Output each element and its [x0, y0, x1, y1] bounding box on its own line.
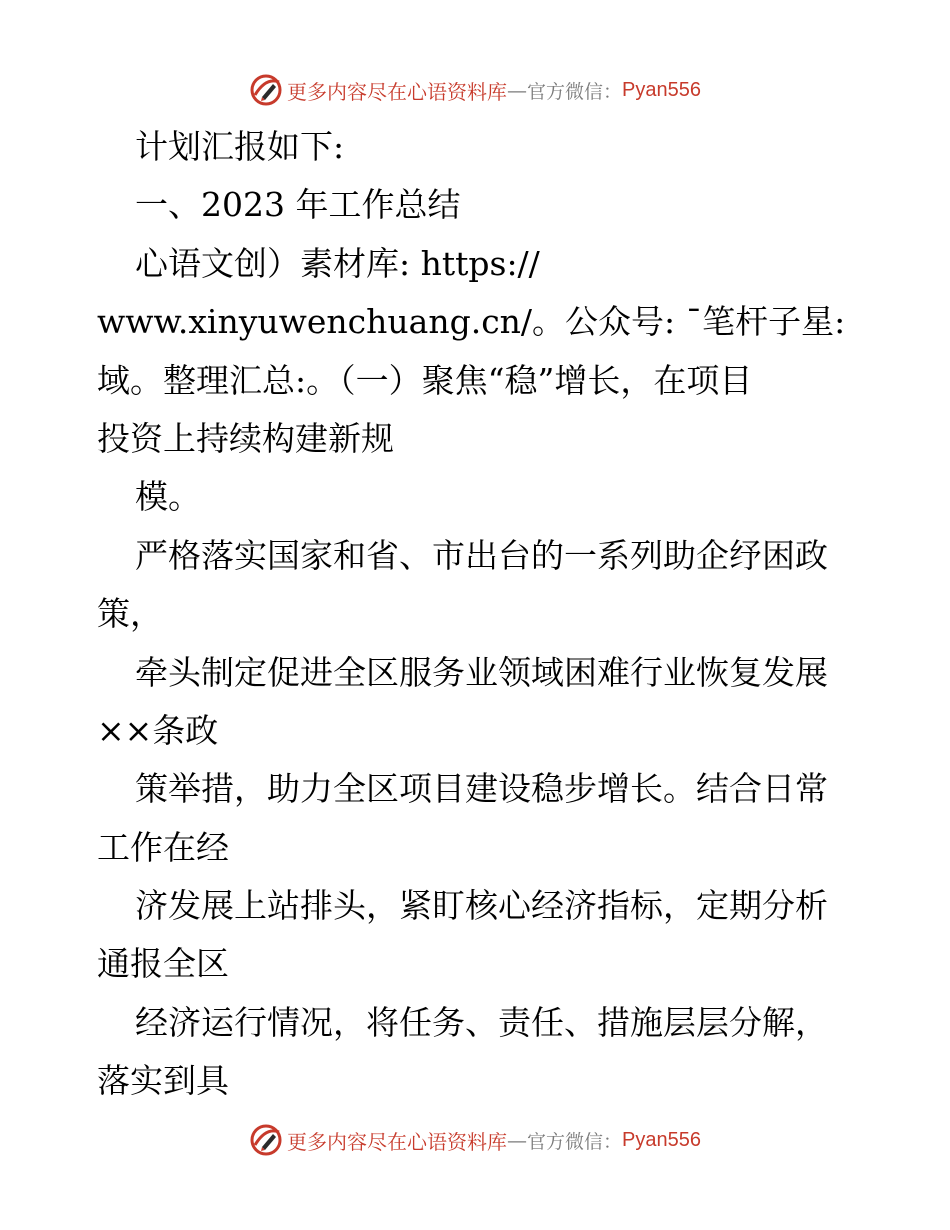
pen-nib-logo-icon	[249, 1123, 283, 1157]
pen-nib-logo-icon	[249, 73, 283, 107]
body-line: 投资上持续构建新规	[97, 418, 394, 458]
body-line: 策，	[97, 594, 163, 634]
body-line: 策举措，助力全区项目建设稳步增长。结合日常	[135, 769, 828, 809]
body-line: www.xinyuwenchuang.cn/。公众号: ¯笔杆子星:	[97, 302, 846, 342]
body-line: 一、2023 年工作总结	[135, 185, 461, 225]
banner-main-text: 更多内容尽在心语资料库	[287, 79, 507, 104]
body-line: 心语文创）素材库: https://	[135, 243, 540, 283]
document-body	[97, 118, 857, 1111]
body-line: 严格落实国家和省、市出台的一系列助企纾困政	[135, 535, 828, 575]
body-line: 落实到具	[97, 1061, 229, 1101]
body-line: 牵头制定促进全区服务业领域困难行业恢复发展	[135, 652, 828, 692]
banner-wechat-id: Pyan556	[622, 1128, 701, 1151]
footer-banner	[0, 1120, 950, 1160]
banner-wechat-label: 官方微信：	[527, 1130, 623, 1153]
body-line: 济发展上站排头，紧盯核心经济指标，定期分析	[135, 886, 828, 926]
banner-separator: —	[507, 1128, 527, 1152]
banner-main-text: 更多内容尽在心语资料库	[287, 1129, 507, 1154]
body-line: 通报全区	[97, 944, 229, 984]
body-line: ××条政	[97, 710, 219, 750]
body-line: 工作在经	[97, 827, 229, 867]
body-line: 模。	[135, 477, 201, 517]
banner-separator: —	[507, 78, 527, 102]
header-banner	[0, 70, 950, 110]
body-line: 经济运行情况，将任务、责任、措施层层分解，	[135, 1002, 828, 1042]
body-line: 计划汇报如下:	[135, 127, 345, 166]
body-line: 域。整理汇总:。（一）聚焦“稳”增长，在项目	[97, 360, 753, 400]
banner-wechat-label: 官方微信：	[527, 80, 623, 103]
banner-wechat-id: Pyan556	[622, 78, 701, 101]
